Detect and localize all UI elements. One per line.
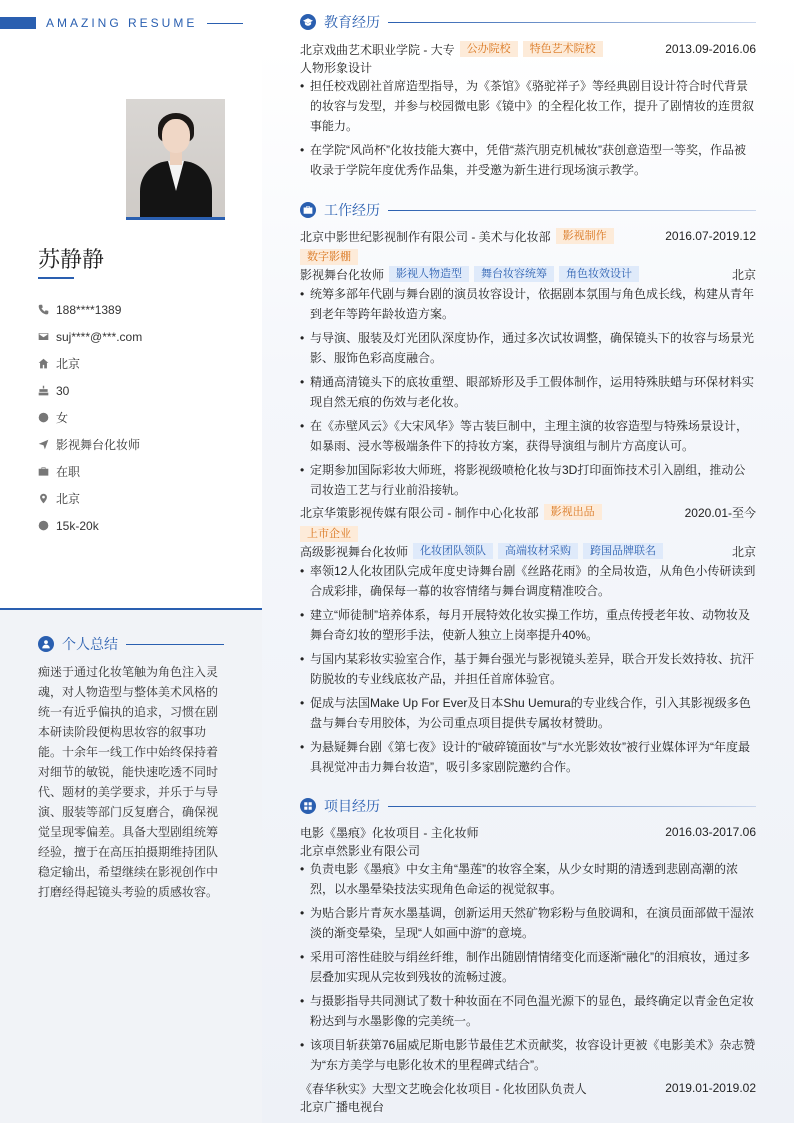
- job-date: 2020.01-至今: [684, 505, 756, 520]
- project-org: 北京卓然影业有限公司: [300, 843, 421, 858]
- school-tag: 特色艺术院校: [523, 41, 603, 57]
- job-company: 北京中影世纪影视制作有限公司 - 美术与化妆部: [300, 229, 551, 244]
- info-text: suj****@***.com: [56, 329, 143, 344]
- work-title: 工作经历: [324, 202, 380, 218]
- brand-bar: [0, 17, 36, 29]
- bullet-item: • 建立“师徒制”培养体系，每月开展特效化妆实操工作坊，重点传授老年妆、动物妆及舞台奇幻妆的塑形手法，使新人独立上岗率提升40%。: [300, 605, 756, 645]
- project-org: 北京广播电视台: [300, 1099, 385, 1114]
- company-tag: 影视出品: [544, 504, 602, 520]
- projects-title: 项目经历: [324, 798, 380, 814]
- info-text: 北京: [56, 357, 81, 371]
- job-company: 北京华策影视传媒有限公司 - 制作中心化妆部: [300, 505, 539, 520]
- company-tag: 数字影棚: [300, 249, 358, 265]
- name-underline: [38, 277, 74, 279]
- contact-info: [38, 296, 142, 539]
- info-row-status: [38, 458, 142, 485]
- job-role: 影视舞台化妆师: [300, 267, 385, 282]
- info-text: 188****1389: [56, 302, 122, 317]
- brand-line: [207, 23, 243, 24]
- bullet-item: • 担任校戏剧社首席造型指导，为《茶馆》《骆驼祥子》等经典剧目设计符合时代背景的妆容与发型，并参与校园微电影《镜中》的全程化妆工作，提升了剧情妆的连贯叙事能力。: [300, 76, 756, 136]
- job-city: 北京: [731, 267, 756, 282]
- education-title: 教育经历: [324, 14, 380, 30]
- info-text: 影视舞台化妆师: [56, 438, 141, 452]
- education-divider: [388, 22, 756, 23]
- education-major: 人物形象设计: [300, 60, 373, 75]
- info-text: 北京: [56, 492, 81, 506]
- cake-icon: [38, 385, 49, 396]
- job-role: 高级影视舞台化妆师: [300, 544, 409, 559]
- job-company-row: [300, 227, 756, 245]
- project-name: 《春华秋实》大型文艺晚会化妆项目 - 化妆团队负责人: [300, 1081, 587, 1096]
- work-header: [300, 200, 756, 220]
- bullet-item: • 定期参加国际彩妆大师班，将影视级喷枪化妆与3D打印面饰技术引入剧组，推动公司妆造工艺与行业前沿接轨。: [300, 460, 756, 500]
- info-row-home: [38, 350, 142, 377]
- project-name: 电影《墨痕》化妆项目 - 主化妆师: [300, 825, 479, 840]
- summary-divider: [126, 644, 224, 645]
- mail-icon: [38, 331, 49, 342]
- graduation-cap-icon: [300, 14, 316, 30]
- project-date: 2016.03-2017.06: [665, 825, 756, 839]
- project-name-row: [300, 823, 756, 841]
- bullet-item: • 在《赤壁风云》《大宋风华》等古装巨制中，主理主演的妆容造型与特殊场景设计，如暴雨、浸水等极端条件下的持妆方案，获得导演组与制片方高度认可。: [300, 416, 756, 456]
- info-row-salary: [38, 512, 142, 539]
- skill-tag: 化妆团队领队: [413, 543, 493, 559]
- bullet-item: • 与国内某彩妆实验室合作，基于舞台强光与影视镜头差异，联合开发长效持妆、抗汗防脱妆的专业线底妆产品，并担任首席体验官。: [300, 649, 756, 689]
- bullet-item: • 与导演、服装及灯光团队深度协作，通过多次试妆调整，确保镜头下的妆容与场景光影、服饰色彩高度融合。: [300, 328, 756, 368]
- job-tag-row: [300, 248, 756, 266]
- skill-tag: 跨国品牌联名: [583, 543, 663, 559]
- user-icon: [38, 636, 54, 652]
- money-icon: [38, 520, 49, 531]
- photo-neck: [170, 151, 182, 165]
- info-row-email: [38, 323, 142, 350]
- education-major-row: [300, 58, 756, 76]
- profile-photo: [126, 99, 225, 220]
- project-name-row: [300, 1079, 756, 1097]
- location-icon: [38, 493, 49, 504]
- bullet-item: • 促成与法国Make Up For Ever及日本Shu Uemura的专业线合作，引入其影视级多色盘与舞台专用胶体，为公司重点项目提供专属妆材赞助。: [300, 693, 756, 733]
- job-city: 北京: [731, 544, 756, 559]
- phone-icon: [38, 304, 49, 315]
- job-role-row: [300, 542, 756, 560]
- project-bullets: [300, 859, 756, 1079]
- bullet-item: • 负责电影《墨痕》中女主角“墨莲”的妆容全案，从少女时期的清透到悲剧高潮的浓烈，以水墨晕染技法实现角色命运的视觉叙事。: [300, 859, 756, 899]
- info-text: 15k-20k: [56, 518, 99, 533]
- work-divider: [388, 210, 756, 211]
- info-text: 女: [56, 411, 69, 425]
- summary-text: 痴迷于通过化妆笔触为角色注入灵魂，对人物造型与整体美术风格的统一有近乎偏执的追求，习惯在剧本研读阶段便构思妆容的叙事功能。十余年一线工作中始终保持着对细节的敏锐，能快速吃透不同时代、题材的美学要求，并乐于与导演、服装等部门反复磨合，确保视觉呈现零偏差。具备大型剧组统筹经验，擅于在高压拍摄期维持团队稳定输出，希望继续在影视创作中打磨经得起镜头考验的质感妆容。: [38, 665, 219, 899]
- bullet-item: • 在学院“风尚杯”化妆技能大赛中，凭借“蒸汽朋克机械妆”获创意造型一等奖，作品被收录于学院年度优秀作品集，并受邀为新生进行现场演示教学。: [300, 140, 756, 180]
- company-tag: 影视制作: [556, 228, 614, 244]
- job-company-row: [300, 503, 756, 521]
- info-text: 30: [56, 383, 70, 398]
- education-school-row: [300, 40, 756, 58]
- profile-name: 苏静静: [38, 248, 105, 273]
- skill-tag: 角色妆效设计: [559, 266, 639, 282]
- info-row-gender: [38, 404, 142, 431]
- bullet-item: • 该项目斩获第76届威尼斯电影节最佳艺术贡献奖，妆容设计更被《电影美术》杂志赞为“东方美学与电影化妆术的里程碑式结合”。: [300, 1035, 756, 1075]
- bullet-item: • 精通高清镜头下的底妆重塑、眼部矫形及手工假体制作，运用特殊肤蜡与环保材料实现自然无痕的伤效与老化妆。: [300, 372, 756, 412]
- project-org-row: [300, 1097, 756, 1115]
- info-text: 在职: [56, 465, 81, 479]
- send-icon: [38, 439, 49, 450]
- education-date: 2013.09-2016.06: [665, 42, 756, 56]
- job-role-row: [300, 265, 756, 283]
- briefcase-icon: [38, 466, 49, 477]
- projects-divider: [388, 806, 756, 807]
- gender-icon: [38, 412, 49, 423]
- info-row-position: [38, 431, 142, 458]
- grid-icon: [300, 798, 316, 814]
- school-tag: 公办院校: [460, 41, 518, 57]
- education-header: [300, 12, 756, 32]
- brand-text: AMAZING RESUME: [46, 16, 198, 30]
- education-bullets: [300, 76, 756, 184]
- skill-tag: 舞台妆容统筹: [474, 266, 554, 282]
- skill-tag: 影视人物造型: [389, 266, 469, 282]
- job-bullets: [300, 561, 756, 781]
- project-date: 2019.01-2019.02: [665, 1081, 756, 1095]
- bullet-item: • 为贴合影片青灰水墨基调，创新运用天然矿物彩粉与鱼胶调和，在演员面部做干湿浓淡的渐变晕染，呈现“人如画中游”的意境。: [300, 903, 756, 943]
- job-date: 2016.07-2019.12: [665, 229, 756, 243]
- summary-header: [38, 634, 224, 654]
- info-row-location: [38, 485, 142, 512]
- bullet-item: • 为悬疑舞台剧《第七夜》设计的“破碎镜面妆”与“水光影效妆”被行业媒体评为“年度最具视觉冲击力舞台妆造”，吸引多家剧院邀约合作。: [300, 737, 756, 777]
- skill-tag: 高端妆材采购: [498, 543, 578, 559]
- home-icon: [38, 358, 49, 369]
- bullet-item: • 与摄影指导共同测试了数十种妆面在不同色温光源下的显色，最终确定以青金色定妆粉达到与水墨影像的完美统一。: [300, 991, 756, 1031]
- projects-header: [300, 796, 756, 816]
- school-name: 北京戏曲艺术职业学院 - 大专: [300, 42, 455, 57]
- bullet-item: • 率领12人化妆团队完成年度史诗舞台剧《丝路花雨》的全局妆造，从角色小传研读到合成彩排，确保每一幕的妆容情绪与舞台调度精准咬合。: [300, 561, 756, 601]
- info-row-phone: [38, 296, 142, 323]
- info-row-age: [38, 377, 142, 404]
- job-tag-row: [300, 525, 756, 543]
- brand-header: [0, 16, 243, 30]
- job-bullets: [300, 284, 756, 504]
- bullet-item: • 采用可溶性硅胶与绢丝纤维，制作出随剧情情绪变化而逐渐“融化”的泪痕妆，通过多层叠加实现从完妆到残妆的流畅过渡。: [300, 947, 756, 987]
- photo-face: [162, 119, 190, 153]
- briefcase-icon: [300, 202, 316, 218]
- company-tag: 上市企业: [300, 526, 358, 542]
- project-org-row: [300, 841, 756, 859]
- bullet-item: • 统筹多部年代剧与舞台剧的演员妆容设计，依据剧本氛围与角色成长线，构建从青年到老年等跨年龄妆造方案。: [300, 284, 756, 324]
- summary-title: 个人总结: [62, 636, 118, 652]
